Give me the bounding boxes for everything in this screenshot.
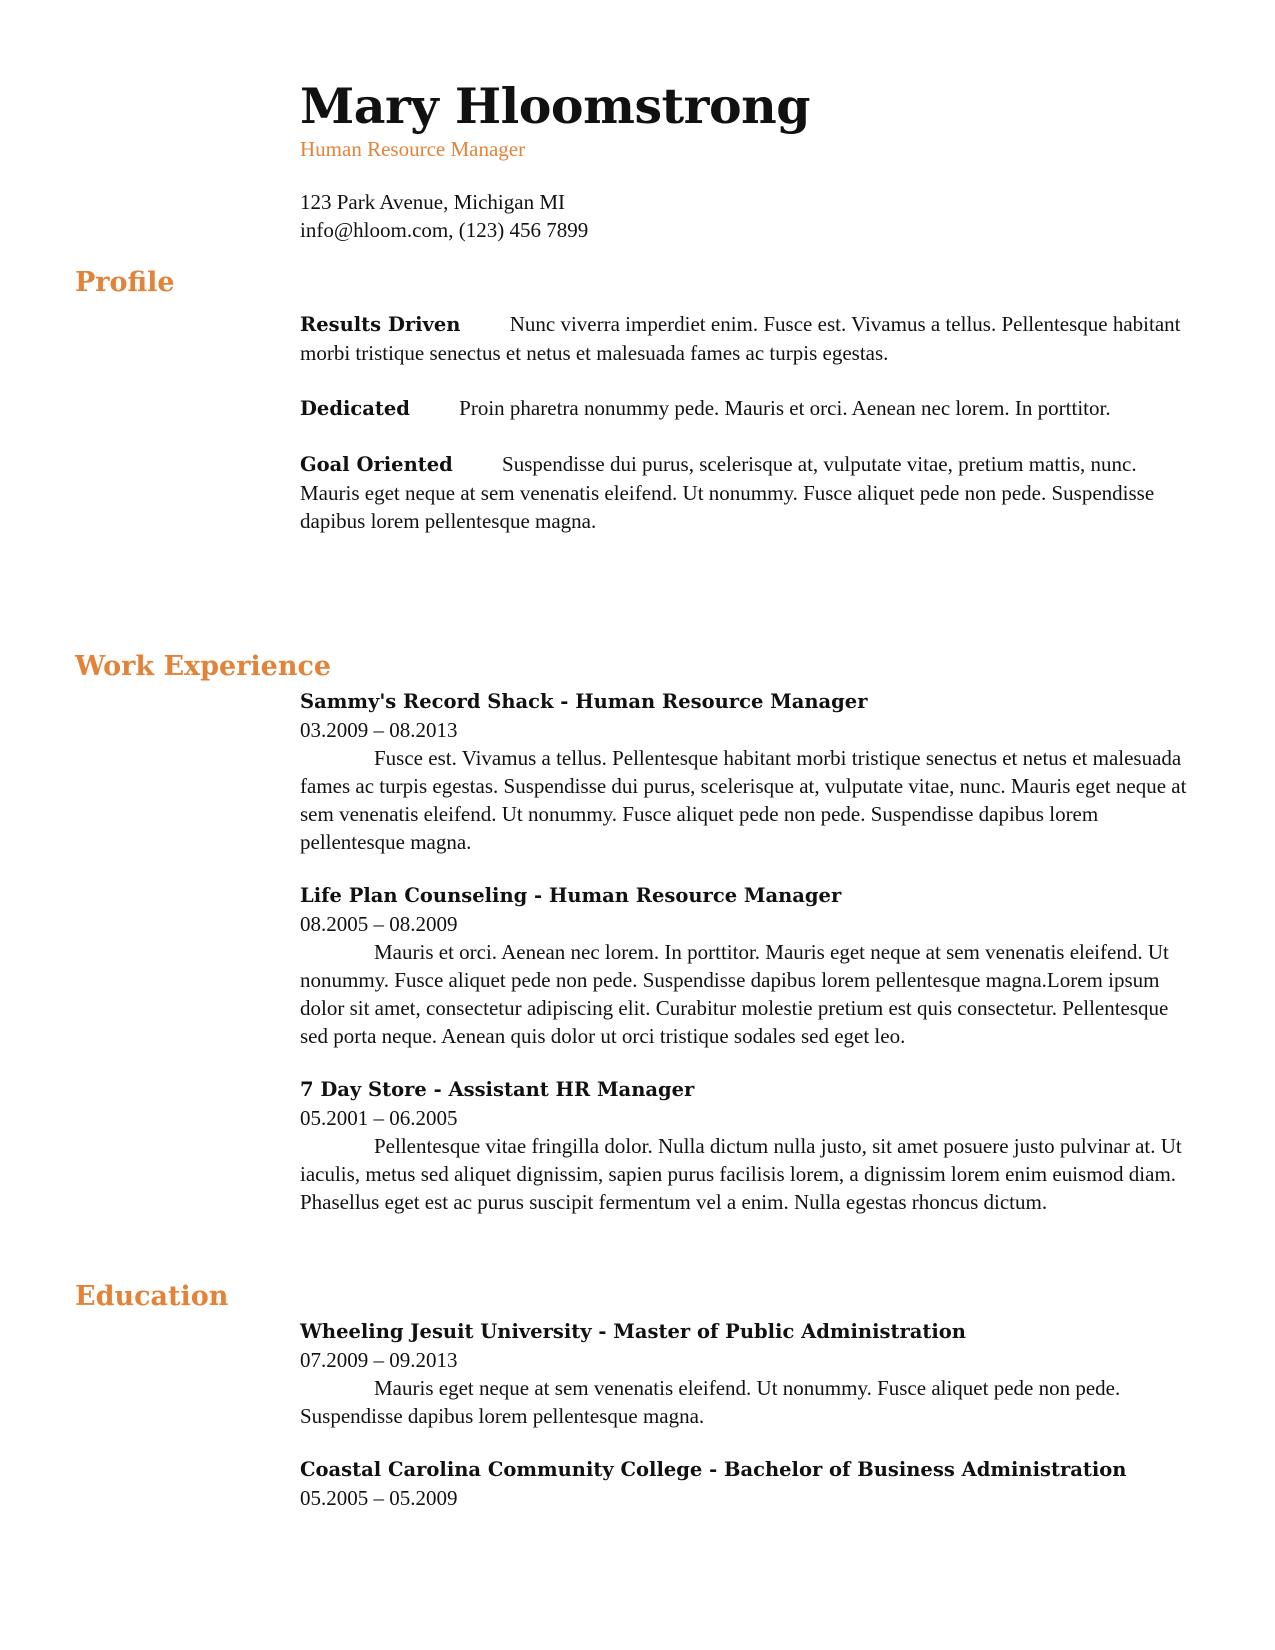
education-entry xyxy=(300,1456,1195,1512)
profile-item xyxy=(300,450,1195,535)
contact-email-phone: info@hloom.com, (123) 456 7899 xyxy=(300,218,589,242)
work-entry-dates: 03.2009 – 08.2013 xyxy=(300,718,458,742)
work-entry-heading: 7 Day Store - Assistant HR Manager xyxy=(300,1078,695,1101)
education-heading: Education xyxy=(75,1281,229,1312)
work-entry xyxy=(300,688,1195,856)
work-entry-description: Fusce est. Vivamus a tellus. Pellentesque habitant morbi tristique senectus et netus et malesuada fames ac turpis egestas. Suspendisse dui purus, scelerisque at, vulputate vitae, nunc. Mauris eget neque at sem venenatis eleifend. Ut nonummy. Fusce aliquet pede non pede. Suspendisse dapibus lorem pellentesque magna. xyxy=(300,746,1187,854)
profile-item-text: Nunc viverra imperdiet enim. Fusce est. Vivamus a tellus. Pellentesque habitant morbi tristique senectus et netus et malesuada fames ac turpis egestas. xyxy=(300,312,1181,365)
work-entry-description: Pellentesque vitae fringilla dolor. Nulla dictum nulla justo, sit amet posuere justo pulvinar at. Ut iaculis, metus sed aliquet dignissim, sapien purus facilisis lorem, a dignissim lorem enim euismod diam. Phasellus eget est ac purus suscipit fermentum vel a enim. Nulla egestas rhoncus dictum. xyxy=(300,1134,1182,1214)
education-entry-dates: 07.2009 – 09.2013 xyxy=(300,1348,458,1372)
profile-item-label: Goal Oriented xyxy=(300,453,453,476)
contact-address: 123 Park Avenue, Michigan MI xyxy=(300,190,565,214)
education-section xyxy=(75,1280,1205,1512)
work-experience-body xyxy=(300,688,1195,1216)
education-entry-heading: Coastal Carolina Community College - Bachelor of Business Administration xyxy=(300,1458,1127,1481)
work-experience-section xyxy=(75,650,1205,1216)
profile-item-text: Proin pharetra nonummy pede. Mauris et orci. Aenean nec lorem. In porttitor. xyxy=(459,396,1111,420)
work-entry-dates: 08.2005 – 08.2009 xyxy=(300,912,458,936)
profile-item xyxy=(300,394,1195,423)
work-entry-description: Mauris et orci. Aenean nec lorem. In porttitor. Mauris eget neque at sem venenatis eleifend. Ut nonummy. Fusce aliquet pede non pede. Suspendisse dapibus lorem pellentesque magna.Lorem ipsum dolor sit amet, consectetur adipiscing elit. Curabitur molestie pretium est quis consectetur. Pellentesque sed porta neque. Aenean quis dolor ut orci tristique sodales sed eget leo. xyxy=(300,940,1169,1048)
candidate-name: Mary Hloomstrong xyxy=(300,77,811,135)
profile-heading: Profile xyxy=(75,267,175,298)
education-entry-heading: Wheeling Jesuit University - Master of Public Administration xyxy=(300,1320,966,1343)
profile-item-text: Suspendisse dui purus, scelerisque at, vulputate vitae, pretium mattis, nunc. Mauris eget neque at sem venenatis eleifend. Ut nonummy. Fusce aliquet pede non pede. Suspendisse dapibus lorem pellentesque magna. xyxy=(300,452,1155,533)
resume-header xyxy=(300,76,1200,244)
profile-body xyxy=(300,310,1195,535)
education-entry-description: Mauris eget neque at sem venenatis eleifend. Ut nonummy. Fusce aliquet pede non pede. Suspendisse dapibus lorem pellentesque magna. xyxy=(300,1376,1121,1428)
candidate-role: Human Resource Manager xyxy=(300,137,526,161)
work-entry-heading: Sammy's Record Shack - Human Resource Manager xyxy=(300,690,868,713)
education-entry xyxy=(300,1318,1195,1430)
profile-section xyxy=(75,266,1205,535)
work-entry xyxy=(300,882,1195,1050)
work-experience-heading: Work Experience xyxy=(75,651,332,682)
profile-item-label: Results Driven xyxy=(300,313,461,336)
profile-item xyxy=(300,310,1195,367)
education-body xyxy=(300,1318,1195,1512)
contact-block xyxy=(300,188,1200,244)
work-entry-heading: Life Plan Counseling - Human Resource Manager xyxy=(300,884,842,907)
profile-item-label: Dedicated xyxy=(300,397,410,420)
work-entry-dates: 05.2001 – 06.2005 xyxy=(300,1106,458,1130)
education-entry-dates: 05.2005 – 05.2009 xyxy=(300,1486,458,1510)
work-entry xyxy=(300,1076,1195,1216)
